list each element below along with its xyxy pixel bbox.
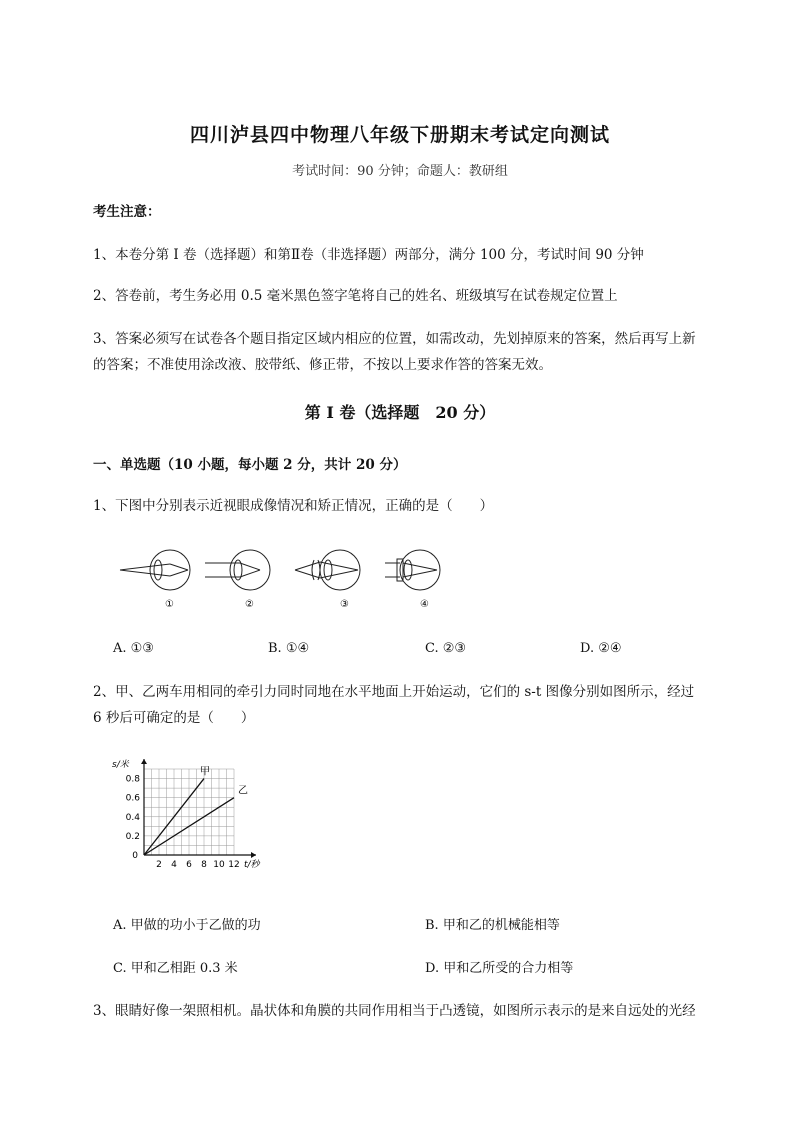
eye-figure-1: [120, 550, 190, 590]
x-tick-label: 4: [171, 860, 177, 870]
eye-figure-4: [385, 550, 440, 590]
x-tick-label: 8: [201, 860, 207, 870]
q2-stem-line1: 2、甲、乙两车用相同的牵引力同时同地在水平地面上开始运动，它们的 s-t 图像分别如图所示，经过: [93, 684, 695, 700]
x-axis-arrow: [251, 852, 256, 858]
y-tick-label: 0.4: [125, 812, 140, 823]
y-tick-label: 0.6: [125, 793, 140, 804]
origin-label: 0: [132, 851, 138, 861]
series-label-1: 甲: [200, 766, 210, 778]
eye-figure-3: [295, 550, 360, 590]
notice-heading: 考生注意：: [93, 204, 161, 220]
chart-grid: [144, 769, 234, 855]
q1-option-c[interactable]: C. ②③: [425, 641, 467, 656]
y-tick-label: 0.2: [125, 831, 140, 842]
notice-item-1: 1、本卷分第 I 卷（选择题）和第Ⅱ卷（非选择题）两部分，满分 100 分，考试时间 90 分钟: [93, 247, 644, 263]
x-tick-label: 2: [156, 860, 162, 870]
q3-stem: 3、眼睛好像一架照相机。晶状体和角膜的共同作用相当于凸透镜，如图所示表示的是来自远处的光经: [93, 1003, 696, 1019]
y-tick-label: 0.8: [125, 774, 140, 785]
notice-item-3: 3、答案必须写在试卷各个题目指定区域内相应的位置，如需改动，先划掉原来的答案，然后再写上新: [93, 331, 696, 347]
section-title: 第 I 卷（选择题 20 分）: [304, 403, 496, 422]
q1-eye-figures: [110, 545, 450, 615]
q1-stem: 1、下图中分别表示近视眼成像情况和矫正情况，正确的是（ ）: [93, 498, 494, 514]
x-axis-label: t/秒: [244, 860, 260, 870]
chart-axes: [141, 759, 256, 858]
eye-figure-2: [205, 550, 270, 590]
q2-stem-line2: 6 秒后可确定的是（ ）: [93, 710, 255, 726]
figure-label-2: ②: [245, 599, 254, 610]
figure-label-4: ④: [420, 599, 429, 610]
figure-label-1: ①: [165, 599, 174, 610]
q1-option-a[interactable]: A. ①③: [113, 641, 154, 656]
y-axis-arrow: [141, 759, 147, 764]
q1-option-b[interactable]: B. ①④: [268, 641, 310, 656]
y-axis-label: s/米: [112, 760, 129, 770]
figure-label-3: ③: [340, 599, 349, 610]
q2-st-chart: [110, 755, 280, 880]
q2-option-b[interactable]: B. 甲和乙的机械能相等: [425, 918, 560, 933]
x-tick-label: 6: [186, 860, 192, 870]
x-tick-label: 10: [213, 860, 225, 870]
x-tick-label: 12: [228, 860, 240, 870]
q1-option-d[interactable]: D. ②④: [580, 641, 622, 656]
series-label-2: 乙: [238, 785, 248, 797]
part-heading: 一、单选题（10 小题，每小题 2 分，共计 20 分）: [93, 457, 407, 473]
chart-labels: [112, 759, 262, 870]
q2-option-d[interactable]: D. 甲和乙所受的合力相等: [425, 961, 574, 976]
q2-option-a[interactable]: A. 甲做的功小于乙做的功: [113, 918, 261, 933]
page-subtitle: 考试时间：90 分钟；命题人：教研组: [292, 164, 508, 179]
notice-item-3-cont: 的答案；不准使用涂改液、胶带纸、修正带，不按以上要求作答的答案无效。: [93, 357, 552, 373]
notice-item-2: 2、答卷前，考生务必用 0.5 毫米黑色签字笔将自己的姓名、班级填写在试卷规定位置上: [93, 288, 618, 304]
page-title: 四川泸县四中物理八年级下册期末考试定向测试: [189, 124, 610, 146]
q2-option-c[interactable]: C. 甲和乙相距 0.3 米: [113, 961, 238, 976]
